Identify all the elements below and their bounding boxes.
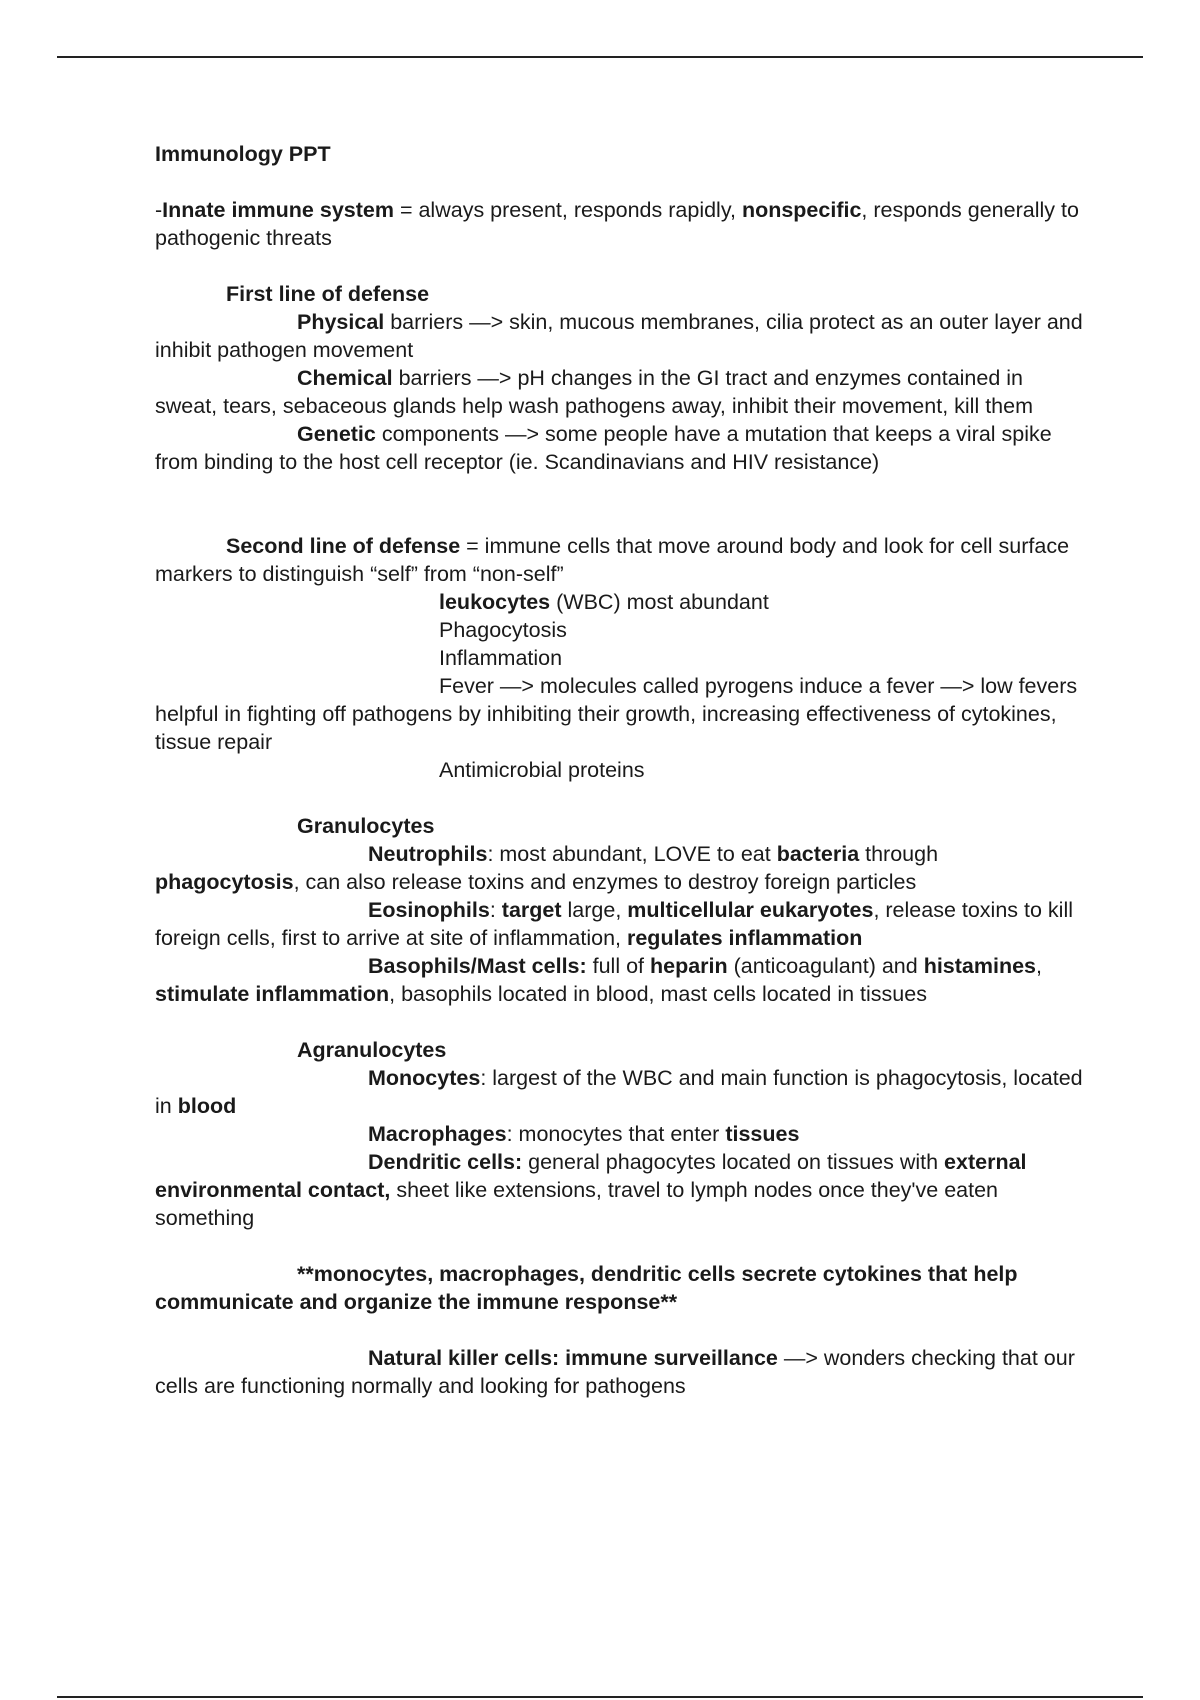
document-title: Immunology PPT [155,142,331,166]
paragraph-natural-killer-cells: Natural killer cells: immune surveillance —> wonders checking that our cells are functioning normally and looking for pathogens [155,1346,1075,1398]
paragraph-inflammation: Inflammation [439,646,563,670]
bottom-rule [57,1696,1143,1698]
paragraph-macrophages: Macrophages: monocytes that enter tissues [368,1122,800,1146]
heading-granulocytes: Granulocytes [297,814,435,838]
paragraph-cytokines-note: **monocytes, macrophages, dendritic cells secrete cytokines that help communicate and organize the immune response** [155,1262,1018,1314]
paragraph-basophils-mast-cells: Basophils/Mast cells: full of heparin (anticoagulant) and histamines, stimulate inflammation, basophils located in blood, mast cells located in tissues [155,954,1042,1006]
paragraph-leukocytes: leukocytes (WBC) most abundant [439,590,769,614]
paragraph-phagocytosis: Phagocytosis [439,618,567,642]
paragraph-second-line-of-defense: Second line of defense = immune cells that move around body and look for cell surface markers to distinguish “self” from “non-self” [155,534,1070,586]
paragraph-monocytes: Monocytes: largest of the WBC and main function is phagocytosis, located in blood [155,1066,1083,1118]
paragraph-physical-barriers: Physical barriers —> skin, mucous membranes, cilia protect as an outer layer and inhibit pathogen movement [155,310,1083,362]
paragraph-eosinophils: Eosinophils: target large, multicellular eukaryotes, release toxins to kill foreign cells, first to arrive at site of inflammation, regulates inflammation [155,898,1073,950]
paragraph-fever: Fever —> molecules called pyrogens induce a fever —> low fevers helpful in fighting off pathogens by inhibiting their growth, increasing effectiveness of cytokines, tissue repair [155,674,1078,754]
heading-first-line-of-defense: First line of defense [226,282,430,306]
heading-agranulocytes: Agranulocytes [297,1038,447,1062]
document-body [155,140,1085,1400]
paragraph-antimicrobial-proteins: Antimicrobial proteins [439,758,645,782]
top-rule [57,56,1143,58]
paragraph-chemical-barriers: Chemical barriers —> pH changes in the GI tract and enzymes contained in sweat, tears, sebaceous glands help wash pathogens away, inhibit their movement, kill them [155,366,1033,418]
paragraph-neutrophils: Neutrophils: most abundant, LOVE to eat bacteria through phagocytosis, can also release toxins and enzymes to destroy foreign particles [155,842,939,894]
paragraph-innate-immune-system: -Innate immune system = always present, responds rapidly, nonspecific, responds generally to pathogenic threats [155,198,1079,250]
paragraph-dendritic-cells: Dendritic cells: general phagocytes located on tissues with external environmental contact, sheet like extensions, travel to lymph nodes once they've eaten something [155,1150,1027,1230]
paragraph-genetic-components: Genetic components —> some people have a mutation that keeps a viral spike from binding to the host cell receptor (ie. Scandinavians and HIV resistance) [155,422,1052,474]
